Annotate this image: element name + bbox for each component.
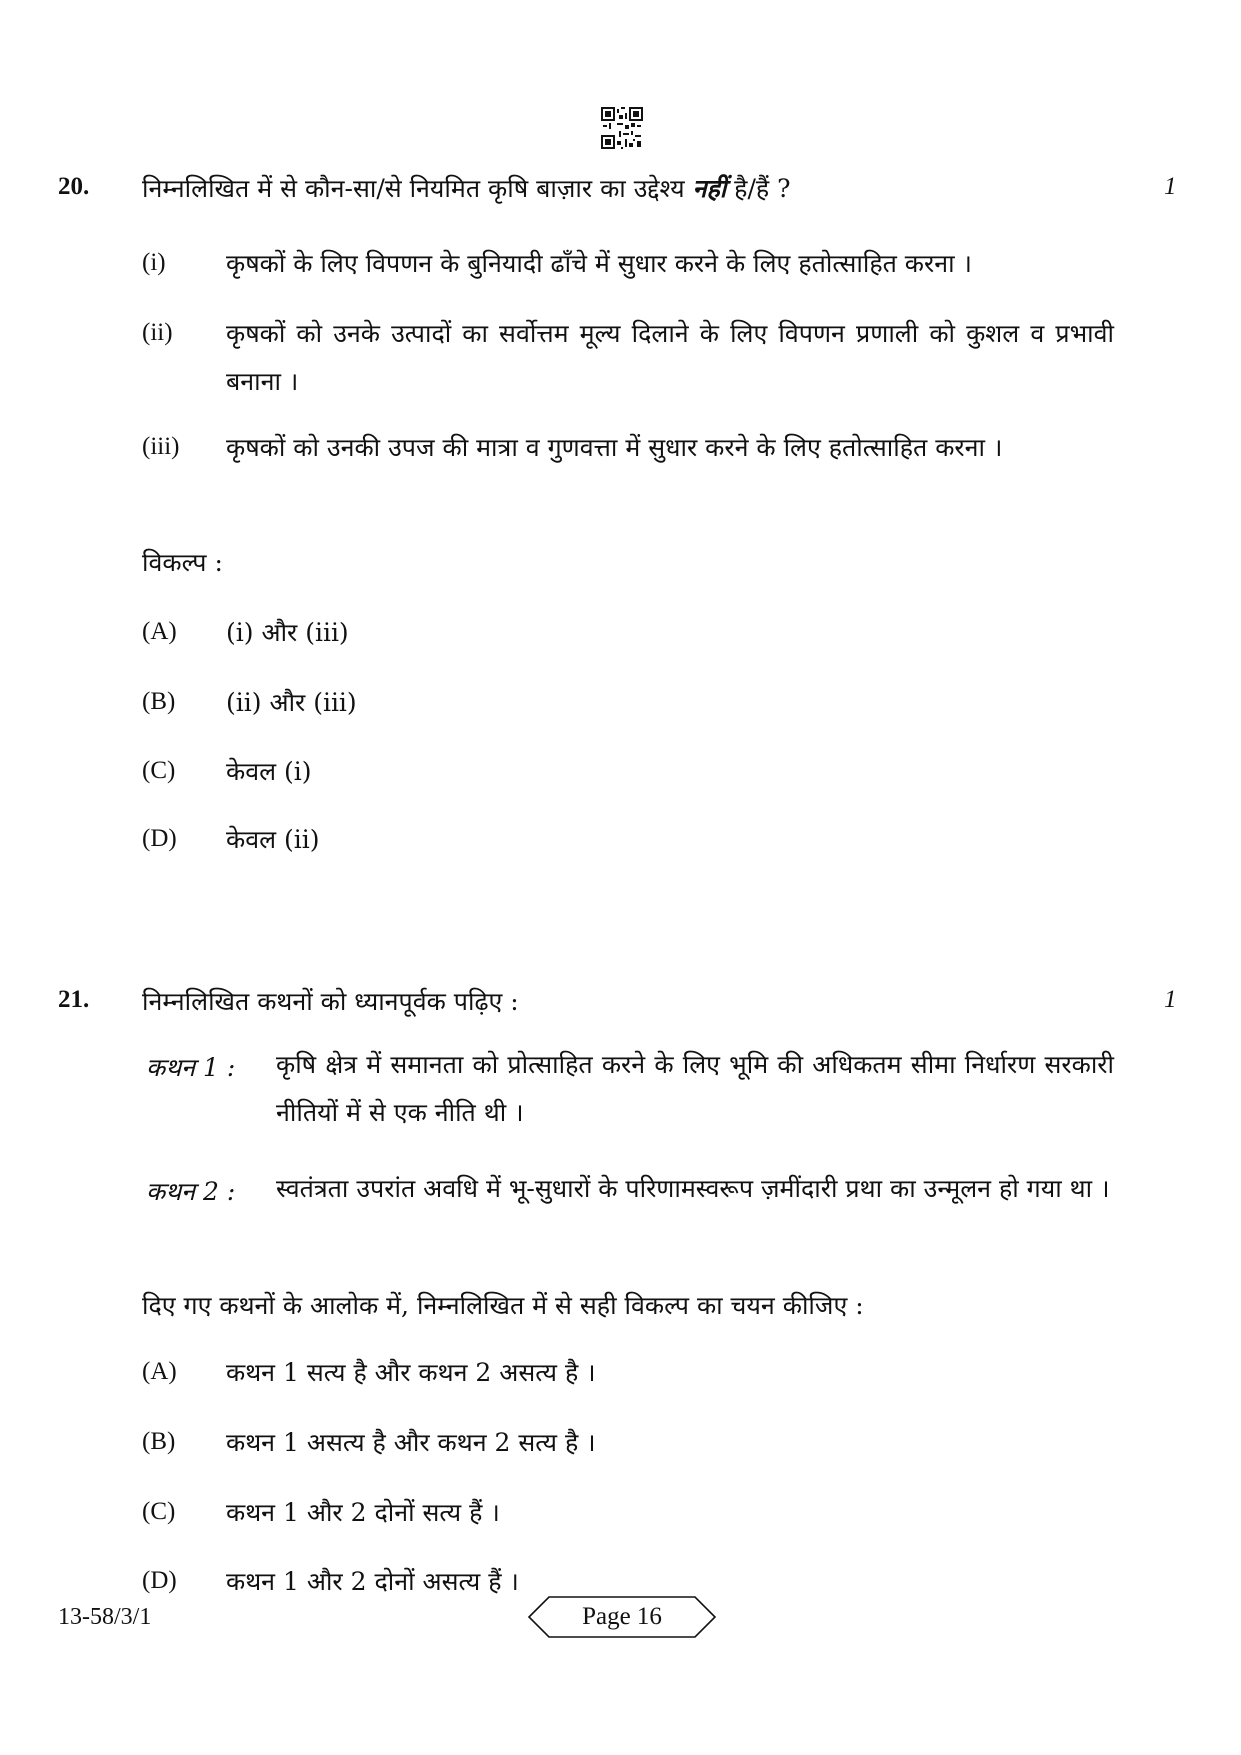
option-label: (A) bbox=[142, 618, 177, 645]
statement-label: कथन 2 : bbox=[146, 1177, 236, 1206]
option-text: केवल (ii) bbox=[226, 825, 320, 854]
option-label: (C) bbox=[142, 757, 176, 784]
option-text: (i) और (iii) bbox=[226, 618, 349, 647]
question-number: 20. bbox=[58, 173, 90, 200]
option-text: कथन 1 और 2 दोनों सत्य हैं । bbox=[226, 1498, 500, 1527]
item-text: कृषकों को उनकी उपज की मात्रा व गुणवत्ता में सुधार करने के लिए हतोत्साहित करना । bbox=[226, 433, 1003, 462]
question-text-start: निम्नलिखित में से कौन-सा/से नियमित कृषि बाज़ार का उद्देश्य bbox=[142, 174, 693, 203]
page-number: Page 16 bbox=[582, 1603, 662, 1630]
instruction-text: दिए गए कथनों के आलोक में, निम्नलिखित में से सही विकल्प का चयन कीजिए : bbox=[142, 1291, 864, 1320]
options-heading: विकल्प : bbox=[142, 548, 223, 577]
question-number: 21. bbox=[58, 986, 90, 1013]
item-text: कृषकों के लिए विपणन के बुनियादी ढाँचे में सुधार करने के लिए हतोत्साहित करना । bbox=[226, 249, 972, 278]
option-text: कथन 1 और 2 दोनों असत्य हैं । bbox=[226, 1567, 519, 1596]
item-label: (iii) bbox=[142, 433, 180, 460]
question-text-end: है/हैं ? bbox=[726, 174, 791, 203]
question-emphasis: नहीं bbox=[692, 174, 727, 203]
option-label: (A) bbox=[142, 1358, 177, 1385]
option-label: (C) bbox=[142, 1498, 176, 1525]
option-label: (D) bbox=[142, 1567, 177, 1594]
statement-text: स्वतंत्रता उपरांत अवधि में भू-सुधारों के परिणामस्वरूप ज़मींदारी प्रथा का उन्मूलन हो गया था । bbox=[276, 1174, 1110, 1203]
qr-code-icon bbox=[601, 107, 643, 149]
statement-text: कृषि क्षेत्र में समानता को प्रोत्साहित करने के लिए भूमि की अधिकतम सीमा निर्धारण सरकारी नीतियों में से एक नीति थी । bbox=[276, 1050, 1114, 1127]
option-text: कथन 1 असत्य है और कथन 2 सत्य है । bbox=[226, 1428, 596, 1457]
option-text: कथन 1 सत्य है और कथन 2 असत्य है । bbox=[226, 1358, 596, 1387]
marks: 1 bbox=[1164, 173, 1177, 200]
paper-code: 13-58/3/1 bbox=[58, 1604, 152, 1630]
item-label: (ii) bbox=[142, 319, 173, 346]
question-text bbox=[142, 165, 791, 213]
page-number-badge bbox=[527, 1595, 717, 1639]
option-label: (B) bbox=[142, 1428, 176, 1455]
option-text: (ii) और (iii) bbox=[226, 688, 357, 717]
option-text: केवल (i) bbox=[226, 757, 312, 786]
question-text: निम्नलिखित कथनों को ध्यानपूर्वक पढ़िए : bbox=[142, 987, 519, 1016]
statement-label: कथन 1 : bbox=[146, 1053, 236, 1082]
item-label: (i) bbox=[142, 249, 166, 276]
item-text: कृषकों को उनके उत्पादों का सर्वोत्तम मूल्य दिलाने के लिए विपणन प्रणाली को कुशल व प्रभावी बनाना । bbox=[226, 319, 1114, 396]
option-label: (B) bbox=[142, 688, 176, 715]
marks: 1 bbox=[1164, 986, 1177, 1013]
option-label: (D) bbox=[142, 825, 177, 852]
